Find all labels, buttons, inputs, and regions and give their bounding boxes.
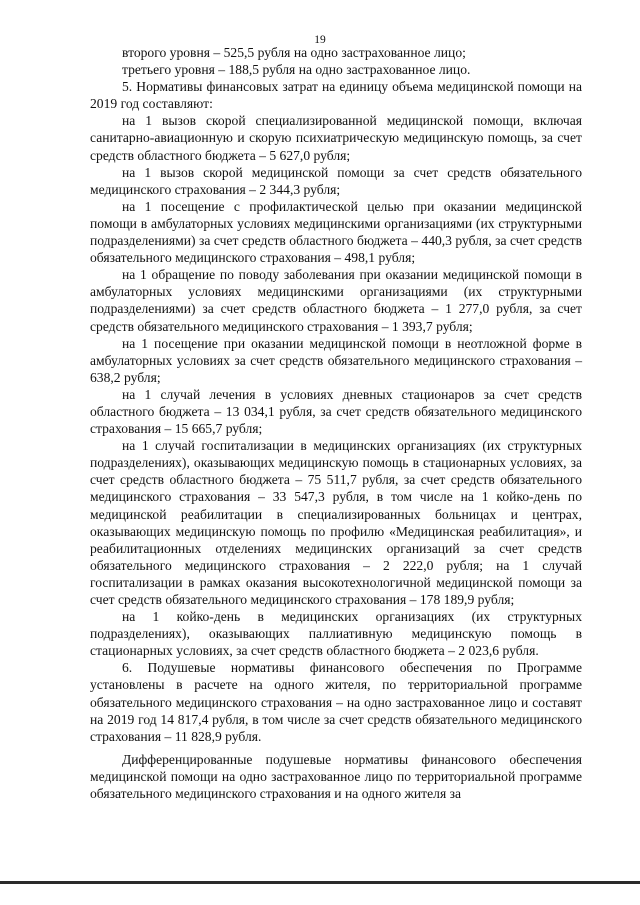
paragraph-differentiated-norms: Дифференцированные подушевые нормативы финансового обеспечения медицинской помощи на одно застрахованное лицо по территориальной программе обязательного медицинского страхования и на одного жителя за [90,751,582,802]
paragraph-urgent-visit: на 1 посещение при оказании медицинской помощи в неотложной форме в амбулаторных условиях за счет средств обязательного медицинского страхования – 638,2 рубля; [90,335,582,385]
page-number: 19 [314,34,326,46]
bottom-border-line [0,881,640,884]
paragraph-third-level: третьего уровня – 188,5 рубля на одно застрахованное лицо. [122,62,471,78]
paragraph-section-6: 6. Подушевые нормативы финансового обеспечения по Программе установлены в расчете на одного жителя, по территориальной программе обязательного медицинского страхования – на одно застрахованное лицо и составят на 2019 год 14 817,4 рубля, в том числе за счет средств обязательного медицинского страхования – 11 828,9 рубля. [90,660,582,744]
paragraph-palliative-bed-day: на 1 койко-день в медицинских организациях (их структурных подразделениях), оказывающих паллиативную медицинскую помощь в стационарных условиях, за счет средств областного бюджета – 2 023,6 рубля. [90,609,582,659]
paragraph-hospitalization: на 1 случай госпитализации в медицинских организациях (их структурных подразделениях), оказывающих медицинскую помощь в стационарных условиях, за счет средств областного бюджета – 75 511,7 рубля, за счет средств обязательного медицинского страхования – 33 547,3 рубля, в том числе на 1 койко-день по медицинской реабилитации в специализированных больницах и центрах, оказывающих медицинскую помощь по профилю «Медицинская реабилитация», и реабилитационных отделениях медицинских организаций за счет средств обязательного медицинского страхования – 2 222,0 рубля; на 1 случай госпитализации в рамках оказания высокотехнологичной медицинской помощи за счет средств обязательного медицинского страхования – 178 189,9 рубля; [90,438,582,607]
paragraph-specialized-ambulance-call: на 1 вызов скорой специализированной медицинской помощи, включая санитарно-авиационную и скорую психиатрическую медицинскую помощь, за счет средств областного бюджета – 5 627,0 рубля; [90,113,582,163]
paragraph-disease-appeal: на 1 обращение по поводу заболевания при оказании медицинской помощи в амбулаторных условиях медицинскими организациями (их структурными подразделениями) за счет средств областного бюджета – 1 277,0 рубля, за счет средств обязательного медицинского страхования – 1 393,7 рубля; [90,267,582,334]
paragraph-preventive-visit: на 1 посещение с профилактической целью при оказании медицинской помощи в амбулаторных условиях медицинскими организациями (их структурными подразделениями) за счет средств областного бюджета – 440,3 рубля, за счет средств обязательного медицинского страхования – 498,1 рубля; [90,198,582,266]
paragraph-day-hospital: на 1 случай лечения в условиях дневных стационаров за счет средств областного бюджета – 13 034,1 рубля, за счет средств обязательного медицинского страхования – 15 665,7 рубля; [90,386,582,437]
document-body [90,44,582,802]
paragraph-ambulance-call: на 1 вызов скорой медицинской помощи за счет средств обязательного медицинского страхования – 2 344,3 рубля; [90,164,582,197]
paragraph-second-level: второго уровня – 525,5 рубля на одно застрахованное лицо; [122,45,466,60]
paragraph-section-5-intro: 5. Нормативы финансовых затрат на единицу объема медицинской помощи на 2019 год составляют: [90,79,582,112]
